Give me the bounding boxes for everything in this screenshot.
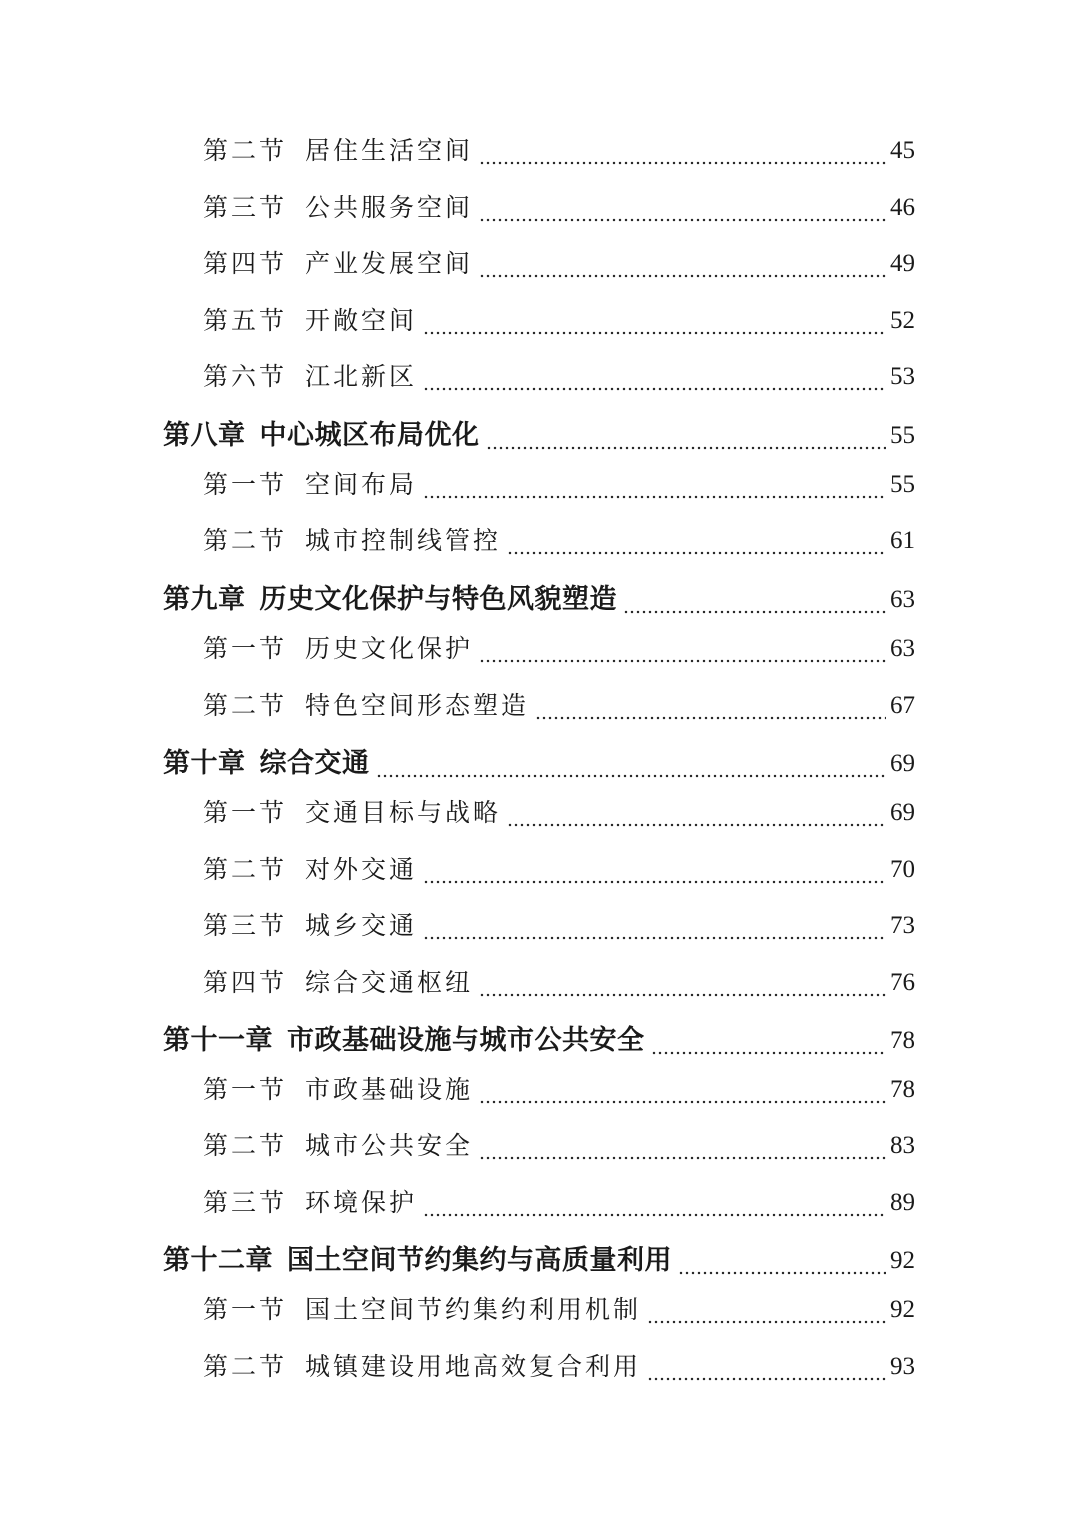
dot-leader <box>647 1290 886 1330</box>
dot-leader <box>423 850 886 890</box>
toc-chapter-label <box>163 580 617 620</box>
toc-entry-title: 市政基础设施 <box>305 1075 474 1104</box>
dot-leader <box>479 1070 886 1110</box>
toc-entry-title: 居住生活空间 <box>305 136 474 165</box>
toc-chapter-title: 国土空间节约集约与高质量利用 <box>287 1245 672 1276</box>
toc-entry-label <box>203 1290 641 1330</box>
toc-chapter-number: 第九章 <box>163 584 246 615</box>
toc-entry[interactable] <box>203 1183 915 1223</box>
dot-leader <box>423 301 886 341</box>
dot-leader <box>423 1183 886 1223</box>
toc-entry-number: 第一节 <box>203 634 288 663</box>
toc-entry-number: 第四节 <box>203 968 288 997</box>
toc-page-number: 78 <box>890 1076 915 1103</box>
toc-entry-number: 第二节 <box>203 1131 288 1160</box>
toc-entry-label <box>203 521 501 561</box>
toc-entry-label <box>203 301 417 341</box>
toc-entry[interactable] <box>203 188 915 228</box>
toc-entry[interactable] <box>203 1070 915 1110</box>
toc-entry-title: 历史文化保护 <box>305 634 474 663</box>
toc-entry-number: 第三节 <box>203 1188 288 1217</box>
toc-chapter-number: 第十章 <box>163 748 246 779</box>
toc-entry[interactable] <box>203 521 915 561</box>
toc-entry-number: 第二节 <box>203 855 288 884</box>
toc-entry-label <box>203 1183 417 1223</box>
toc-entry-title: 城市控制线管控 <box>305 526 502 555</box>
toc-entry-number: 第一节 <box>203 1075 288 1104</box>
toc-entry-number: 第二节 <box>203 136 288 165</box>
toc-entry-title: 环境保护 <box>305 1188 418 1217</box>
toc-chapter-number: 第十二章 <box>163 1245 273 1276</box>
toc-entry[interactable] <box>203 963 915 1003</box>
dot-leader <box>479 1126 886 1166</box>
toc-page-number: 69 <box>890 799 915 826</box>
dot-leader <box>479 963 886 1003</box>
toc-chapter-label <box>163 1241 672 1281</box>
toc-chapter-entry[interactable] <box>163 1241 915 1281</box>
toc-chapter-title: 市政基础设施与城市公共安全 <box>287 1025 645 1056</box>
dot-leader <box>535 686 886 726</box>
toc-entry-title: 空间布局 <box>305 470 418 499</box>
toc-entry-label <box>203 131 473 171</box>
toc-entry[interactable] <box>203 465 915 505</box>
toc-chapter-entry[interactable] <box>163 744 915 784</box>
toc-entry-title: 城市公共安全 <box>305 1131 474 1160</box>
toc-entry-title: 城乡交通 <box>305 911 418 940</box>
toc-chapter-title: 历史文化保护与特色风貌塑造 <box>259 584 617 615</box>
toc-page-number: 55 <box>890 422 915 449</box>
toc-entry-label <box>203 465 417 505</box>
toc-entry[interactable] <box>203 1126 915 1166</box>
toc-page-number: 93 <box>890 1353 915 1380</box>
toc-page-number: 92 <box>890 1296 915 1323</box>
dot-leader <box>507 521 886 561</box>
toc-page-number: 45 <box>890 137 915 164</box>
toc-page-number: 63 <box>890 635 915 662</box>
dot-leader <box>651 1021 887 1061</box>
toc-entry-label <box>203 906 417 946</box>
toc-chapter-title: 综合交通 <box>259 748 370 779</box>
toc-entry-number: 第二节 <box>203 526 288 555</box>
toc-entry[interactable] <box>203 686 915 726</box>
dot-leader <box>479 244 886 284</box>
dot-leader <box>423 465 886 505</box>
toc-entry-number: 第二节 <box>203 691 288 720</box>
toc-page-number: 89 <box>890 1189 915 1216</box>
toc-entry-number: 第二节 <box>203 1352 288 1381</box>
dot-leader <box>423 906 886 946</box>
toc-entry-number: 第三节 <box>203 911 288 940</box>
toc-chapter-entry[interactable] <box>163 1021 915 1061</box>
toc-page-number: 92 <box>890 1247 915 1274</box>
toc-page-number: 63 <box>890 586 915 613</box>
toc-entry-title: 城镇建设用地高效复合利用 <box>305 1352 642 1381</box>
toc-page-number: 70 <box>890 856 915 883</box>
dot-leader <box>678 1241 886 1281</box>
toc-chapter-number: 第八章 <box>163 420 246 451</box>
dot-leader <box>479 131 886 171</box>
toc-entry-title: 开敞空间 <box>305 306 418 335</box>
toc-entry-title: 国土空间节约集约利用机制 <box>305 1295 642 1324</box>
toc-entry-number: 第四节 <box>203 249 288 278</box>
toc-page-number: 52 <box>890 307 915 334</box>
dot-leader <box>423 357 886 397</box>
toc-entry-label <box>203 629 473 669</box>
toc-entry-number: 第一节 <box>203 470 288 499</box>
toc-entry-number: 第一节 <box>203 1295 288 1324</box>
toc-entry[interactable] <box>203 131 915 171</box>
dot-leader <box>486 416 887 456</box>
toc-entry-label <box>203 188 473 228</box>
toc-entry[interactable] <box>203 1347 915 1387</box>
toc-entry-title: 对外交通 <box>305 855 418 884</box>
toc-entry[interactable] <box>203 357 915 397</box>
toc-page-number: 67 <box>890 692 915 719</box>
toc-entry-label <box>203 850 417 890</box>
toc-entry-label <box>203 793 501 833</box>
toc-entry-title: 特色空间形态塑造 <box>305 691 530 720</box>
toc-entry[interactable] <box>203 793 915 833</box>
toc-entry[interactable] <box>203 850 915 890</box>
toc-chapter-entry[interactable] <box>163 580 915 620</box>
toc-entry-title: 公共服务空间 <box>305 193 474 222</box>
toc-entry[interactable] <box>203 1290 915 1330</box>
toc-entry-label <box>203 1347 641 1387</box>
toc-entry[interactable] <box>203 629 915 669</box>
dot-leader <box>623 580 886 620</box>
dot-leader <box>479 188 886 228</box>
toc-entry-title: 江北新区 <box>305 362 418 391</box>
toc-chapter-title: 中心城区布局优化 <box>259 420 480 451</box>
toc-entry-label <box>203 1126 473 1166</box>
toc-entry[interactable] <box>203 301 915 341</box>
toc-chapter-label <box>163 1021 645 1061</box>
toc-entry-label <box>203 244 473 284</box>
toc-chapter-number: 第十一章 <box>163 1025 273 1056</box>
dot-leader <box>647 1347 886 1387</box>
toc-entry-number: 第三节 <box>203 193 288 222</box>
toc-chapter-label <box>163 744 370 784</box>
toc-chapter-entry[interactable] <box>163 416 915 456</box>
dot-leader <box>376 744 887 784</box>
dot-leader <box>507 793 886 833</box>
toc-page-number: 83 <box>890 1132 915 1159</box>
toc-chapter-label <box>163 416 480 456</box>
toc-entry-number: 第五节 <box>203 306 288 335</box>
toc-page-number: 46 <box>890 194 915 221</box>
toc-entry-label <box>203 357 417 397</box>
toc-entry-title: 综合交通枢纽 <box>305 968 474 997</box>
toc-page-number: 61 <box>890 527 915 554</box>
toc-page-number: 53 <box>890 363 915 390</box>
toc-page-number: 69 <box>890 750 915 777</box>
toc-page-number: 76 <box>890 969 915 996</box>
toc-entry-label <box>203 686 529 726</box>
toc-entry-number: 第六节 <box>203 362 288 391</box>
toc-entry-title: 交通目标与战略 <box>305 798 502 827</box>
toc-page-number: 55 <box>890 471 915 498</box>
toc-entry[interactable] <box>203 906 915 946</box>
toc-entry-number: 第一节 <box>203 798 288 827</box>
toc-page-number: 49 <box>890 250 915 277</box>
toc-entry-title: 产业发展空间 <box>305 249 474 278</box>
toc-entry-label <box>203 1070 473 1110</box>
toc-page-number: 73 <box>890 912 915 939</box>
toc-entry[interactable] <box>203 244 915 284</box>
toc-entry-label <box>203 963 473 1003</box>
dot-leader <box>479 629 886 669</box>
toc-page-number: 78 <box>890 1027 915 1054</box>
